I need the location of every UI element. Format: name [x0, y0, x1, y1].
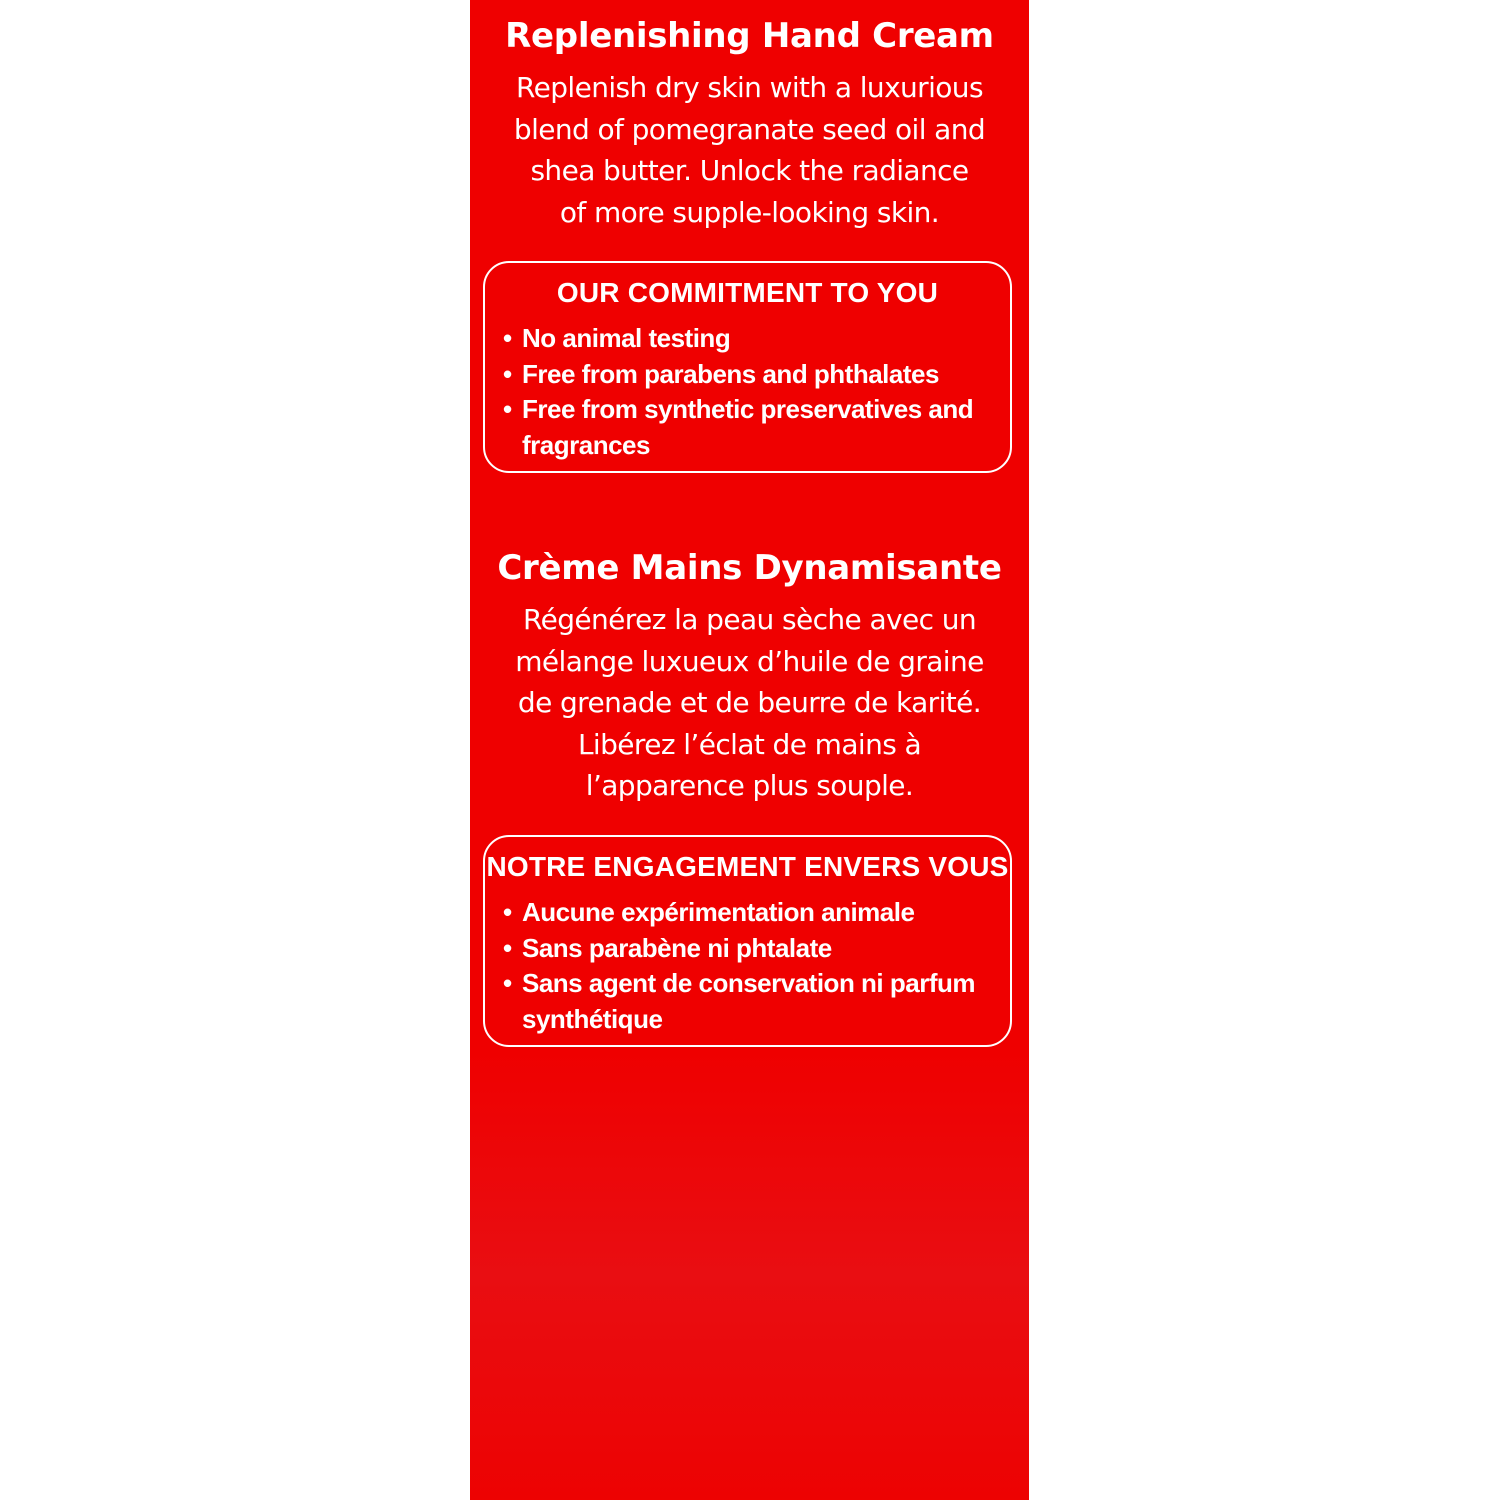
- english-product-title: Replenishing Hand Cream: [505, 16, 994, 56]
- english-commitment-list: [503, 321, 996, 464]
- bullet-icon: •: [503, 358, 512, 389]
- french-description-line: Régénérez la peau sèche avec un: [523, 603, 976, 636]
- list-item-text: Free from synthetic preservatives and fragrances: [522, 394, 974, 461]
- french-commitment-list: [503, 895, 996, 1038]
- english-product-description: [490, 67, 1009, 233]
- french-description-line: mélange luxueux d’huile de graine: [515, 644, 984, 678]
- bullet-icon: •: [503, 394, 512, 425]
- list-item-text: Sans agent de conservation ni parfum synthétique: [522, 968, 975, 1035]
- list-item-text: No animal testing: [522, 323, 731, 353]
- french-description-line: de grenade et de beurre de karité.: [517, 686, 982, 719]
- english-description-line: Replenish dry skin with a luxurious: [516, 71, 983, 104]
- list-item-text: Aucune expérimentation animale: [522, 897, 915, 927]
- english-commitment-box: [483, 261, 1012, 473]
- product-label-panel: [470, 0, 1029, 1500]
- list-item: [503, 895, 996, 931]
- english-description-line: blend of pomegranate seed oil and: [513, 112, 986, 146]
- english-description-line: shea butter. Unlock the radiance: [530, 154, 969, 187]
- bullet-icon: •: [503, 932, 512, 963]
- french-description-line: l’apparence plus souple.: [585, 769, 914, 802]
- list-item: [503, 966, 996, 1037]
- list-item-text: Free from parabens and phthalates: [522, 358, 939, 389]
- bullet-icon: •: [503, 968, 512, 999]
- bullet-icon: •: [503, 897, 512, 927]
- french-description-line: Libérez l’éclat de mains à: [577, 727, 922, 761]
- english-commitment-heading: OUR COMMITMENT TO YOU: [556, 277, 939, 308]
- french-commitment-heading: NOTRE ENGAGEMENT ENVERS VOUS: [486, 851, 1009, 882]
- french-product-title: Crème Mains Dynamisante: [497, 548, 1002, 588]
- list-item: [503, 321, 996, 357]
- english-description-line: of more supple-looking skin.: [559, 195, 940, 229]
- french-commitment-box: [483, 835, 1012, 1047]
- list-item: [503, 931, 996, 967]
- french-product-description: [490, 599, 1009, 807]
- list-item-text: Sans parabène ni phtalate: [522, 932, 832, 963]
- list-item: [503, 392, 996, 463]
- bullet-icon: •: [503, 323, 512, 353]
- list-item: [503, 357, 996, 393]
